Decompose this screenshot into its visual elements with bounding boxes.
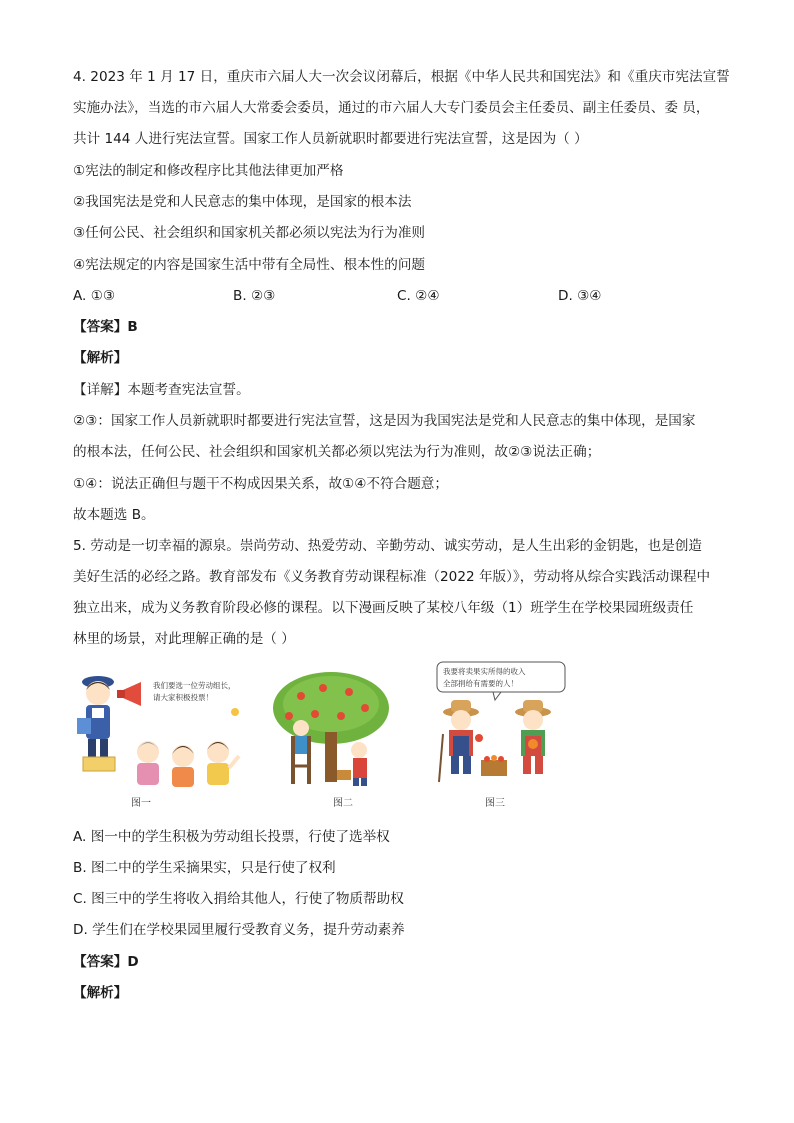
q4-conclusion: 故本题选 B。 bbox=[73, 507, 155, 523]
farmer-boy bbox=[439, 700, 483, 782]
q4-statement-1: ①宪法的制定和修改程序比其他法律更加严格 bbox=[73, 163, 344, 179]
figure-3-svg bbox=[433, 660, 573, 790]
figure-1-caption: 图一 bbox=[131, 798, 151, 809]
q4-option-c: C. ②④ bbox=[397, 288, 440, 304]
speech-bubble bbox=[153, 680, 236, 702]
q4-stem-line-1: 4. 2023 年 1 月 17 日，重庆市六届人大一次会议闭幕后，根据《中华人民共和国宪法》和《重庆市宪法宣誓 bbox=[73, 69, 730, 85]
q4-statement-4: ④宪法规定的内容是国家生活中带有全局性、根本性的问题 bbox=[73, 257, 426, 273]
farmer-girl bbox=[515, 700, 551, 774]
q4-answer: 【答案】B bbox=[73, 319, 138, 335]
figure-3-illustration bbox=[433, 660, 573, 790]
q5-figures bbox=[73, 660, 573, 810]
figure-1-svg bbox=[73, 660, 253, 790]
q4-explanation-line-1: ②③：国家工作人员新就职时都要进行宪法宣誓，这是因为我国宪法是党和人民意志的集中体现，是国家 bbox=[73, 413, 696, 429]
figure-2-svg bbox=[261, 670, 391, 790]
q4-statement-3: ③任何公民、社会组织和国家机关都必须以宪法为行为准则 bbox=[73, 225, 426, 241]
q5-option-d: D. 学生们在学校果园里履行受教育义务，提升劳动素养 bbox=[73, 922, 405, 938]
q4-detail: 【详解】本题考查宪法宣誓。 bbox=[73, 382, 250, 398]
figure-2-illustration bbox=[261, 670, 391, 790]
q5-stem-line-4: 林里的场景，对此理解正确的是（ ） bbox=[73, 631, 295, 647]
q4-analysis-label: 【解析】 bbox=[73, 350, 128, 366]
q4-stem-line-3: 共计 144 人进行宪法宣誓。国家工作人员新就职时都要进行宪法宣誓，这是因为（ ） bbox=[73, 131, 588, 147]
q5-analysis-label: 【解析】 bbox=[73, 985, 128, 1001]
students-figures bbox=[137, 741, 239, 787]
sun-icon bbox=[231, 708, 239, 716]
q4-option-a: A. ①③ bbox=[73, 288, 116, 304]
q4-option-b: B. ②③ bbox=[233, 288, 276, 304]
q4-option-d: D. ③④ bbox=[558, 288, 602, 304]
q5-stem-line-2: 美好生活的必经之路。教育部发布《义务教育劳动课程标准（2022 年版）》，劳动将从综合实践活动课程中 bbox=[73, 569, 711, 585]
speech-bubble bbox=[437, 662, 565, 700]
fig3-bubble-line-1: 我要将卖果实所得的收入 bbox=[443, 667, 526, 676]
q5-stem-line-3: 独立出来，成为义务教育阶段必修的课程。以下漫画反映了某校八年级（1）班学生在学校果园班级责任 bbox=[73, 600, 694, 616]
teacher-figure bbox=[77, 676, 115, 771]
q4-explanation-wrong: ①④：说法正确但与题干不构成因果关系，故①④不符合题意； bbox=[73, 476, 448, 492]
q5-option-c: C. 图三中的学生将收入捐给其他人，行使了物质帮助权 bbox=[73, 891, 404, 907]
q4-stem-line-2: 实施办法》，当选的市六届人大常委会委员，通过的市六届人大专门委员会主任委员、副主任委员、委 员， bbox=[73, 100, 710, 116]
fig1-bubble-line-1: 我们要选一位劳动组长， bbox=[153, 681, 236, 690]
q5-answer: 【答案】D bbox=[73, 954, 139, 970]
q5-option-b: B. 图二中的学生采摘果实，只是行使了权利 bbox=[73, 860, 336, 876]
q4-explanation-line-2: 的根本法，任何公民、社会组织和国家机关都必须以宪法为行为准则，故②③说法正确； bbox=[73, 444, 601, 460]
figure-1-illustration bbox=[73, 660, 253, 790]
q5-stem-line-1: 5. 劳动是一切幸福的源泉。崇尚劳动、热爱劳动、辛勤劳动、诚实劳动，是人生出彩的金钥匙，也是创造 bbox=[73, 538, 703, 554]
fruit-tree bbox=[273, 672, 389, 782]
megaphone-icon bbox=[123, 682, 141, 706]
figure-2-caption: 图二 bbox=[333, 798, 353, 809]
figure-3-caption: 图三 bbox=[485, 798, 505, 809]
fig3-bubble-line-2: 全部捐给有需要的人！ bbox=[443, 679, 518, 688]
fig1-bubble-line-2: 请大家积极投票！ bbox=[153, 693, 213, 702]
fruit-crate bbox=[481, 755, 507, 776]
q4-statement-2: ②我国宪法是党和人民意志的集中体现，是国家的根本法 bbox=[73, 194, 412, 210]
q5-option-a: A. 图一中的学生积极为劳动组长投票，行使了选举权 bbox=[73, 829, 390, 845]
